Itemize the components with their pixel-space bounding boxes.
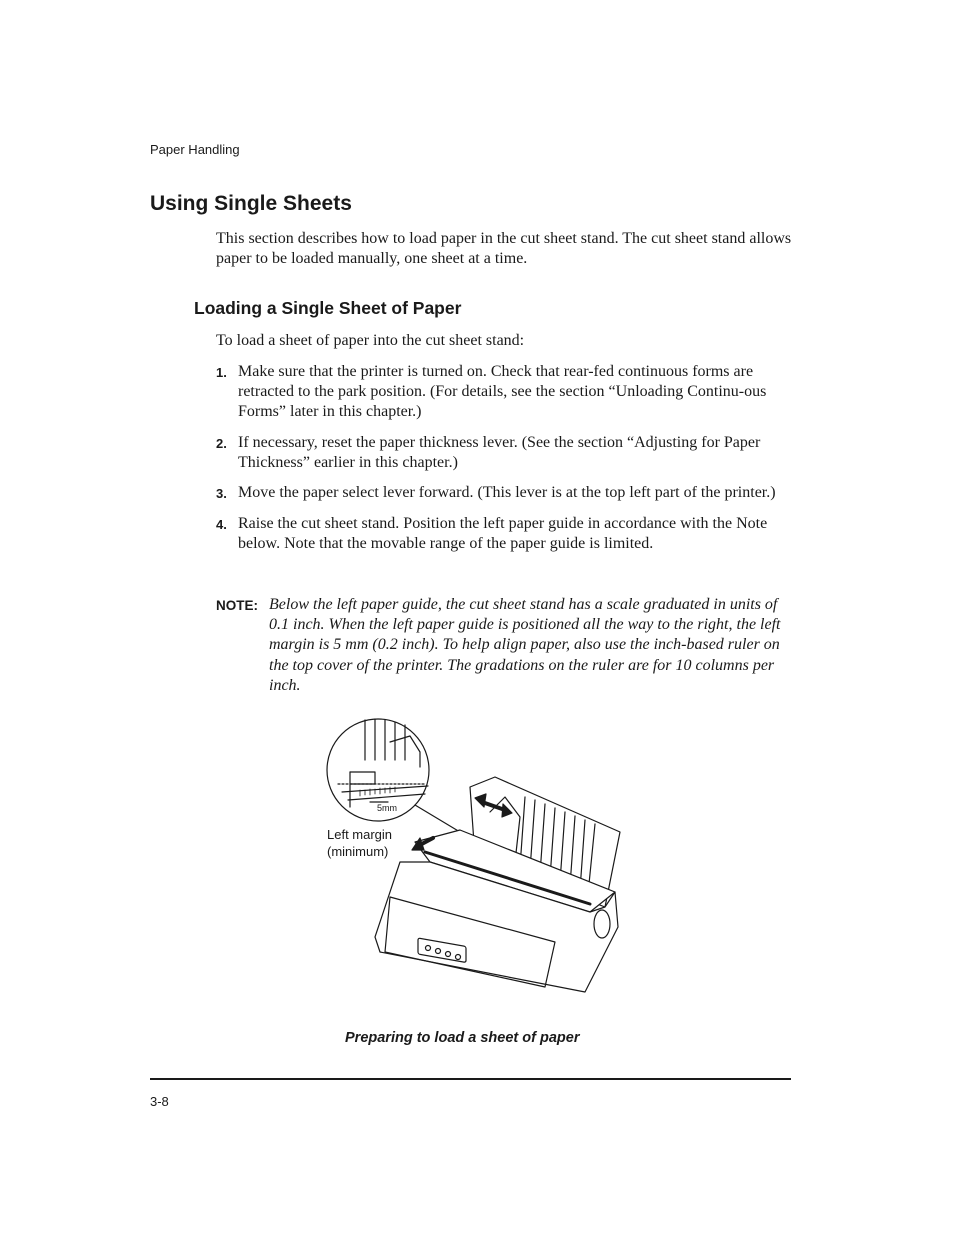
steps-list [216,362,794,564]
magnifier-pointer [415,805,460,832]
figure-caption: Preparing to load a sheet of paper [345,1030,580,1046]
scale-label: 5mm [377,803,397,813]
note-block [216,595,794,696]
step-number: 4. [216,516,227,532]
step-number: 1. [216,365,227,380]
step-item [216,514,794,554]
callout-left-margin [327,826,392,860]
step-item [216,362,794,422]
footer-rule [150,1078,791,1080]
printer-illustration [320,712,630,1012]
step-number: 2. [216,435,227,451]
section-intro: This section describes how to load paper in the cut sheet stand. The cut sheet stand allows paper to be loaded manually, one sheet at a time. [216,230,792,267]
callout-line: (minimum) [327,844,389,859]
step-text: If necessary, reset the paper thickness lever. (See the section “Adjusting for Paper Thickness” earlier in this chapter.) [238,433,761,471]
step-text: Raise the cut sheet stand. Position the left paper guide in accordance with the Note below. Note that the movable range of the paper guide is limited. [238,514,768,552]
platen-knob-icon [594,910,610,938]
step-text: Make sure that the printer is turned on. Check that rear-fed continuous forms are retracted to the park position. (For details, see the section “Unloading Continu-ous Forms” later in this chapter.) [238,363,767,420]
step-number: 3. [216,486,227,501]
running-header: Paper Handling [150,142,240,157]
step-item [216,433,794,473]
step-text: Move the paper select lever forward. (This lever is at the top left part of the printer.) [238,484,776,501]
steps-lead: To load a sheet of paper into the cut sheet stand: [216,332,525,349]
step-item [216,483,794,503]
section-title: Using Single Sheets [150,192,352,215]
note-label: NOTE: [216,598,258,613]
note-text: Below the left paper guide, the cut sheet stand has a scale graduated in units of 0.1 inch. When the left paper guide is positioned all the way to the right, the left margin is 5 mm (0.2 inch). To help align paper, also use the inch-based ruler on the top cover of the printer. The gradations on the ruler are for 10 columns per inch. [269,596,781,694]
subsection-title: Loading a Single Sheet of Paper [194,298,462,318]
callout-line: Left margin [327,827,393,842]
page-number: 3-8 [150,1094,169,1109]
